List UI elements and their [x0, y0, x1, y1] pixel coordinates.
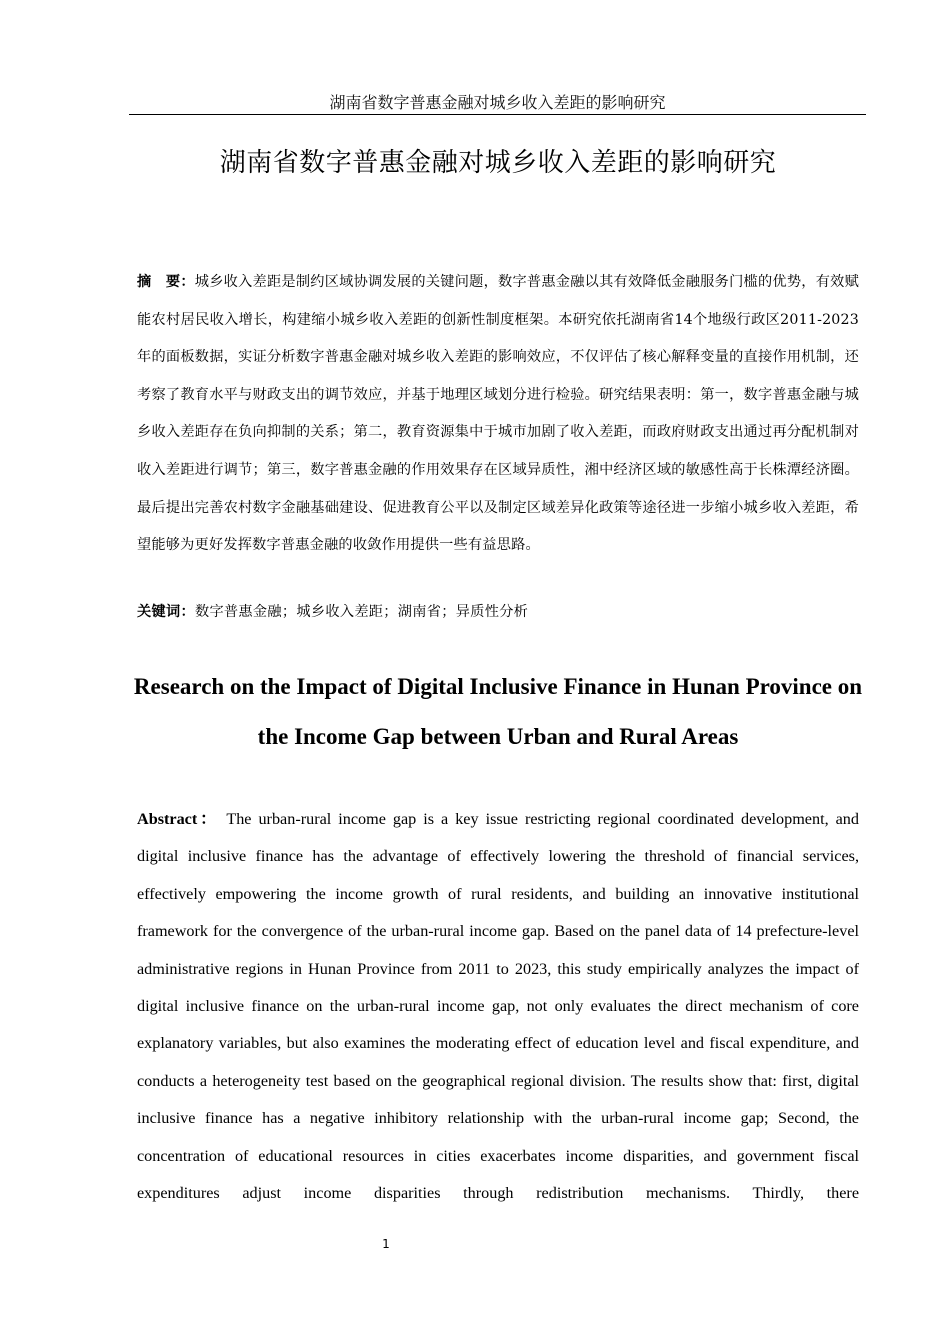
- chinese-keywords-text: 数字普惠金融；城乡收入差距；湖南省；异质性分析: [194, 604, 529, 620]
- chinese-abstract: [137, 264, 859, 565]
- chinese-title: 湖南省数字普惠金融对城乡收入差距的影响研究: [219, 148, 777, 178]
- chinese-abstract-label: 摘 要：: [137, 274, 195, 290]
- page-number: 1: [382, 1237, 390, 1251]
- header-rule: [129, 114, 866, 115]
- running-header: 湖南省数字普惠金融对城乡收入差距的影响研究: [329, 93, 666, 112]
- english-abstract-text: The urban-rural income gap is a key issue restricting regional coordinated development, and digital inclusive finance has the advantage of effectively lowering the threshold of financial services, effectively empowering the income growth of rural residents, and building an innovative institutional framework for the convergence of the urban-rural income gap. Based on the panel data of 14 prefecture-level administrative regions in Hunan Province from 2011 to 2023, this study empirically analyzes the impact of digital inclusive finance on the urban-rural income gap, not only evaluates the direct mechanism of core explanatory variables, but also examines the moderating effect of education level and fiscal expenditure, and conducts a heterogeneity test based on the geographical regional division. The results show that: first, digital inclusive finance has a negative inhibitory relationship with the urban-rural income gap; Second, the concentration of educational resources in cities exacerbates income disparities, and government fiscal expenditures adjust income disparities through redistribution mechanisms. Thirdly, there: [137, 810, 859, 1203]
- english-abstract: [137, 801, 859, 1212]
- chinese-keywords-label: 关键词：: [137, 604, 195, 620]
- chinese-keywords: [137, 596, 859, 628]
- chinese-abstract-text: 城乡收入差距是制约区域协调发展的关键问题，数字普惠金融以其有效降低金融服务门槛的优势，有效赋能农村居民收入增长，构建缩小城乡收入差距的创新性制度框架。本研究依托湖南省14个地级行政区2011-2023年的面板数据，实证分析数字普惠金融对城乡收入差距的影响效应，不仅评估了核心解释变量的直接作用机制，还考察了教育水平与财政支出的调节效应，并基于地理区域划分进行检验。研究结果表明：第一，数字普惠金融与城乡收入差距存在负向抑制的关系；第二，教育资源集中于城市加剧了收入差距，而政府财政支出通过再分配机制对收入差距进行调节；第三，数字普惠金融的作用效果存在区域异质性，湘中经济区域的敏感性高于长株潭经济圈。最后提出完善农村数字金融基础建设、促进教育公平以及制定区域差异化政策等途径进一步缩小城乡收入差距，希望能够为更好发挥数字普惠金融的收敛作用提供一些有益思路。: [137, 274, 859, 554]
- english-title: Research on the Impact of Digital Inclusive Finance in Hunan Province on the Income Gap between Urban and Rural Areas: [133, 674, 863, 749]
- english-abstract-label: Abstract：: [137, 810, 220, 828]
